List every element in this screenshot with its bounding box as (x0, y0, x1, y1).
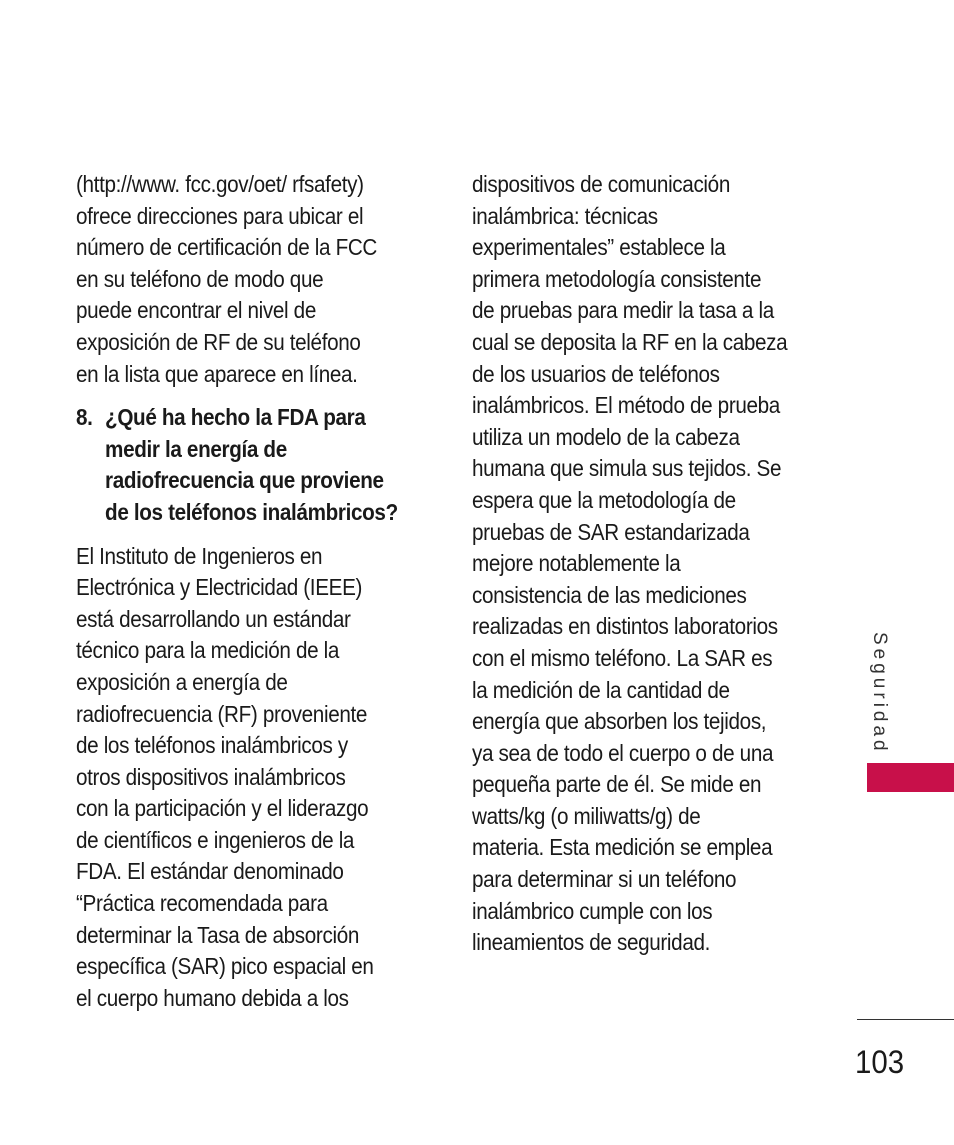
text-line: en la lista que aparece en línea. (76, 360, 358, 387)
section-tab-label: Seguridad (869, 632, 890, 755)
text-line: pequeña parte de él. Se mide en (472, 771, 762, 798)
text-line: espera que la metodología de (472, 486, 736, 513)
heading-line: de los teléfonos inalámbricos? (105, 498, 398, 525)
text-line: puede encontrar el nivel de (76, 297, 316, 324)
heading-line: ¿Qué ha hecho la FDA para (105, 404, 366, 431)
text-line: la medición de la cantidad de (472, 676, 730, 703)
text-line: experimentales” establece la (472, 234, 726, 261)
text-line: de científicos e ingenieros de la (76, 826, 355, 853)
page-number: 103 (855, 1044, 905, 1080)
text-line: ofrece direcciones para ubicar el (76, 202, 364, 229)
text-line: con la participación y el liderazgo (76, 795, 369, 822)
text-line: para determinar si un teléfono (472, 866, 737, 893)
text-line: utiliza un modelo de la cabeza (472, 423, 740, 450)
text-line: determinar la Tasa de absorción (76, 921, 360, 948)
text-line: exposición a energía de (76, 668, 288, 695)
text-line: radiofrecuencia (RF) proveniente (76, 700, 368, 727)
heading-line: medir la energía de (105, 435, 287, 462)
text-line: “Práctica recomendada para (76, 890, 328, 917)
text-line: de pruebas para medir la tasa a la (472, 297, 774, 324)
intro-paragraph (76, 169, 428, 390)
text-line: humana que simula sus tejidos. Se (472, 455, 782, 482)
text-line: materia. Esta medición se emplea (472, 834, 773, 861)
text-line: cual se deposita la RF en la cabeza (472, 328, 788, 355)
text-line: realizadas en distintos laboratorios (472, 613, 778, 640)
text-line: (http://www. fcc.gov/oet/ rfsafety) (76, 171, 364, 197)
page-number-rule (857, 1019, 954, 1020)
text-line: inalámbricos. El método de prueba (472, 392, 780, 419)
text-line: consistencia de las mediciones (472, 581, 747, 608)
text-line: Electrónica y Electricidad (IEEE) (76, 574, 363, 601)
text-line: técnico para la medición de la (76, 637, 340, 664)
text-line: FDA. El estándar denominado (76, 858, 344, 885)
text-line: otros dispositivos inalámbricos (76, 763, 346, 790)
heading-line: radiofrecuencia que proviene (105, 467, 384, 494)
text-line: está desarrollando un estándar (76, 605, 351, 632)
text-line: específica (SAR) pico espacial en (76, 953, 374, 980)
text-line: mejore notablemente la (472, 550, 681, 577)
text-line: lineamientos de seguridad. (472, 929, 711, 956)
text-line: energía que absorben los tejidos, (472, 708, 767, 735)
text-line: de los teléfonos inalámbricos y (76, 732, 348, 759)
section-tab-marker (867, 763, 954, 792)
text-line: número de certificación de la FCC (76, 234, 378, 261)
right-column (472, 169, 824, 959)
text-line: el cuerpo humano debida a los (76, 984, 349, 1011)
text-line: dispositivos de comunicación (472, 171, 730, 197)
text-line: primera metodología consistente (472, 265, 762, 292)
left-column (76, 169, 428, 1014)
text-line: pruebas de SAR estandarizada (472, 518, 750, 545)
text-line: El Instituto de Ingenieros en (76, 542, 323, 569)
sar-paragraph (472, 169, 824, 959)
text-line: exposición de RF de su teléfono (76, 328, 361, 355)
text-line: con el mismo teléfono. La SAR es (472, 644, 773, 671)
ieee-paragraph (76, 541, 428, 1015)
text-line: inalámbrico cumple con los (472, 897, 713, 924)
text-line: inalámbrica: técnicas (472, 202, 658, 229)
text-line: en su teléfono de modo que (76, 265, 324, 292)
text-line: ya sea de todo el cuerpo o de una (472, 739, 774, 766)
question-number: 8. (76, 404, 93, 431)
question-heading (76, 402, 428, 528)
text-line: de los usuarios de teléfonos (472, 360, 720, 387)
text-line: watts/kg (o miliwatts/g) de (472, 802, 701, 829)
